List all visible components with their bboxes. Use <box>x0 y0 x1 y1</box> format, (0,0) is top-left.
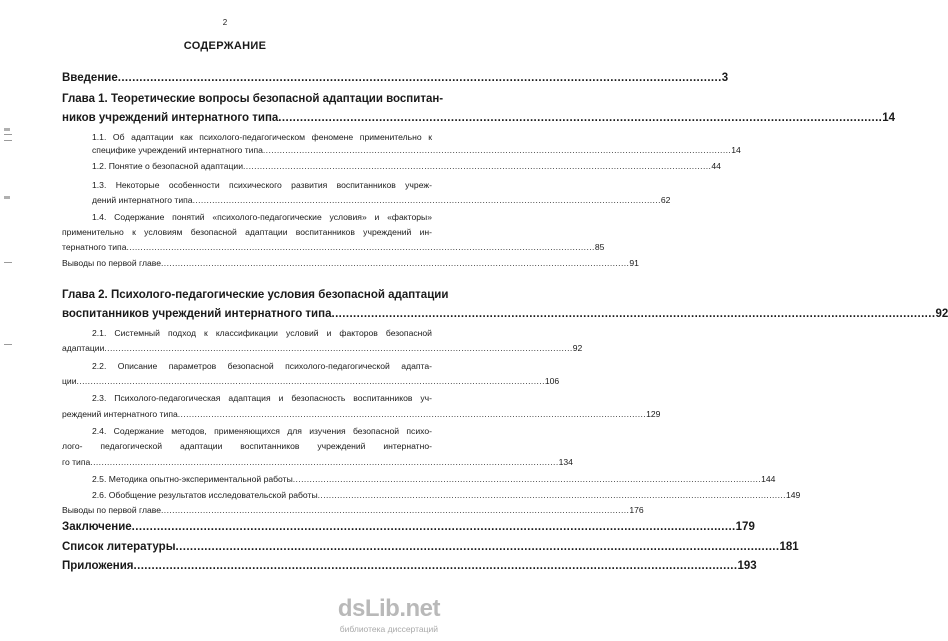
toc-entry-page: 14 <box>731 145 741 155</box>
toc-entry-text: 1.1. Об адаптации как психолого-педагогическом феномене применительно к <box>92 132 432 142</box>
dot-leader: ........................................................................................................................................................................ <box>117 72 722 84</box>
toc-entry[interactable] <box>92 490 801 500</box>
toc-entry-text: Выводы по первой главе <box>62 505 162 515</box>
toc-entry-text: Выводы по первой главе <box>62 258 162 268</box>
dot-leader: ........................................................................................................................................................................ <box>177 409 647 419</box>
dot-leader: ........................................................................................................................................................................ <box>104 343 573 353</box>
toc-entry-text: 2.4. Содержание методов, применяющихся для изучения безопасной психо- <box>92 426 432 436</box>
toc-entry-page: 181 <box>779 541 799 553</box>
toc-entry-text: лого- педагогической адаптации воспитанников учреждений интернатно- <box>62 441 432 451</box>
toc-entry-page: 85 <box>594 242 605 252</box>
toc-entry-page: 62 <box>660 195 671 205</box>
margin-mark <box>4 344 12 345</box>
dot-leader: ........................................................................................................................................................................ <box>131 521 736 533</box>
toc-entry[interactable] <box>62 560 757 573</box>
margin-mark <box>4 196 10 199</box>
toc-entry-page: 176 <box>629 505 644 515</box>
toc-entry-page: 149 <box>785 490 801 500</box>
dot-leader: ........................................................................................................................................................................ <box>317 490 786 500</box>
toc-entry[interactable] <box>62 343 583 353</box>
toc-entry-text: 2.2. Описание параметров безопасной психолого-педагогической адапта- <box>92 361 432 371</box>
dot-leader: ........................................................................................................................................................................ <box>278 112 883 124</box>
toc-entry-page: 92 <box>935 308 948 320</box>
dot-leader: ........................................................................................................................................................................ <box>161 258 630 268</box>
dot-leader: ........................................................................................................................................................................ <box>243 161 712 171</box>
toc-entry-text: го типа <box>62 457 91 467</box>
toc-entry[interactable] <box>62 308 948 321</box>
toc-entry[interactable] <box>92 195 671 205</box>
toc-entry[interactable] <box>62 376 560 386</box>
toc-entry-text: тернатного типа <box>62 242 127 252</box>
toc-entry-text: Глава 1. Теоретические вопросы безопасной адаптации воспитан- <box>62 93 444 105</box>
watermark-subtitle: библиотека диссертаций <box>339 624 438 634</box>
toc-entry-page: 106 <box>544 376 560 386</box>
toc-entry[interactable] <box>62 505 644 515</box>
toc-entry-page: 91 <box>629 258 639 268</box>
dot-leader: ........................................................................................................................................................................ <box>133 560 738 572</box>
toc-entry-text: адаптации <box>62 343 105 353</box>
toc-entry[interactable] <box>62 457 573 467</box>
toc-entry[interactable] <box>62 258 639 268</box>
toc-entry-text: Введение <box>62 72 118 84</box>
dot-leader: ........................................................................................................................................................................ <box>175 541 780 553</box>
toc-entry-text: 1.3. Некоторые особенности психического развития воспитанников учреж- <box>92 180 432 190</box>
toc-entry-page: 144 <box>761 474 776 484</box>
toc-entry-page: 129 <box>646 409 661 419</box>
toc-entry-text: Приложения <box>62 560 134 572</box>
toc-entry[interactable] <box>92 161 721 171</box>
toc-entry[interactable] <box>62 242 605 252</box>
toc-entry-page: 134 <box>558 457 573 467</box>
margin-mark <box>4 128 10 131</box>
toc-entry-text: ции <box>62 376 77 386</box>
toc-entry-text: Список литературы <box>62 541 176 553</box>
toc-entry[interactable] <box>62 112 896 125</box>
toc-entry-text: 2.6. Обобщение результатов исследовательской работы <box>92 490 318 500</box>
toc-entry[interactable] <box>62 409 661 419</box>
toc-entry[interactable] <box>92 474 776 484</box>
toc-entry-text: Глава 2. Психолого-педагогические условия безопасной адаптации <box>62 289 449 301</box>
dot-leader: ........................................................................................................................................................................ <box>76 376 545 386</box>
margin-mark <box>4 140 12 141</box>
toc-entry-text: 2.5. Методика опытно-экспериментальной работы <box>92 474 293 484</box>
dot-leader: ........................................................................................................................................................................ <box>161 505 630 515</box>
toc-entry-page: 44 <box>711 161 721 171</box>
toc-entry-text: Заключение <box>62 521 132 533</box>
toc-entry[interactable] <box>62 541 799 554</box>
toc-entry-text: применительно к условиям безопасной адаптации воспитанников учреждений ин- <box>62 227 432 237</box>
toc-entry[interactable] <box>62 521 755 534</box>
page-number: 2 <box>222 18 228 27</box>
toc-entry-page: 193 <box>737 560 757 572</box>
toc-entry-text: 1.4. Содержание понятий «психолого-педагогические условия» и «факторы» <box>92 212 432 222</box>
toc-entry-text: реждений интернатного типа <box>62 409 178 419</box>
dot-leader: ........................................................................................................................................................................ <box>292 474 762 484</box>
toc-entry-page: 3 <box>721 72 729 84</box>
dot-leader: ........................................................................................................................................................................ <box>126 242 595 252</box>
toc-entry-page: 92 <box>572 343 583 353</box>
dot-leader: ........................................................................................................................................................................ <box>192 195 661 205</box>
toc-entry-page: 179 <box>735 521 755 533</box>
margin-mark <box>4 134 12 135</box>
toc-entry[interactable] <box>62 72 729 85</box>
toc-entry[interactable] <box>92 145 741 155</box>
toc-entry-text: воспитанников учреждений интернатного типа <box>62 308 332 320</box>
toc-entry-text: 1.2. Понятие о безопасной адаптации <box>92 161 243 171</box>
watermark-logo: dsLib.net <box>337 595 440 622</box>
dot-leader: ........................................................................................................................................................................ <box>90 457 559 467</box>
margin-mark <box>4 262 12 263</box>
page-title: СОДЕРЖАНИЕ <box>183 40 267 52</box>
toc-entry-text: ников учреждений интернатного типа <box>62 112 279 124</box>
toc-entry-text: специфике учреждений интернатного типа <box>92 145 263 155</box>
watermark[interactable] <box>320 595 440 635</box>
dot-leader: ........................................................................................................................................................................ <box>262 145 732 155</box>
toc-entry-text: 2.3. Психолого-педагогическая адаптация и безопасность воспитанников уч- <box>92 393 432 403</box>
toc-entry-page: 14 <box>882 112 896 124</box>
dot-leader: ........................................................................................................................................................................ <box>331 308 936 320</box>
toc-entry-text: 2.1. Системный подход к классификации условий и факторов безопасной <box>92 328 432 338</box>
toc-entry-text: дений интернатного типа <box>92 195 193 205</box>
